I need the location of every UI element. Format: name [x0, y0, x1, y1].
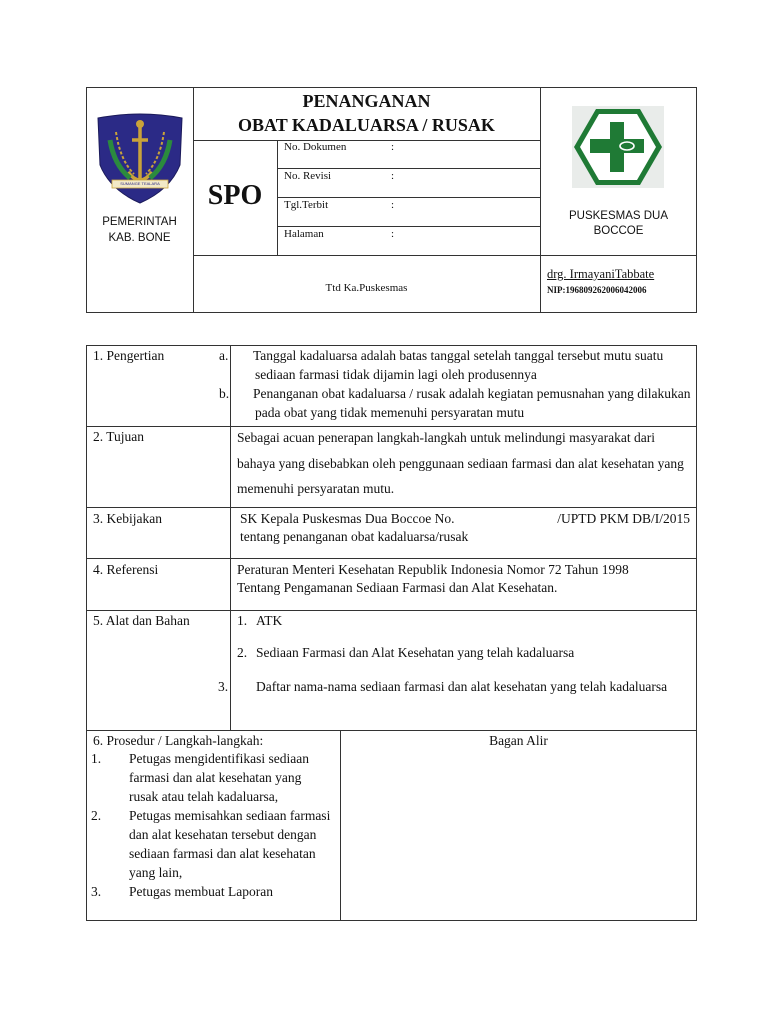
alat-bahan-item-1: 1. ATK	[237, 613, 283, 628]
kebijakan-line-2: tentang penanganan obat kadaluarsa/rusak	[240, 529, 469, 544]
prosedur-step-2: 2. Petugas memisahkan sediaan farmasi dan alat kesehatan tersebut dengan sediaan farmasi dan alat kesehatan yang lain,	[91, 808, 331, 880]
section-label-tujuan: 2. Tujuan	[93, 429, 145, 444]
referensi-line-1: Peraturan Menteri Kesehatan Republik Indonesia Nomor 72 Tahun 1998	[237, 562, 629, 577]
puskesmas-logo	[572, 106, 664, 188]
emblem-ribbon-text: SUMANGE TEALARA	[120, 181, 160, 186]
kebijakan-line-1: SK Kepala Puskesmas Dua Boccoe No. /UPTD PKM DB/I/2015	[240, 511, 690, 526]
field-tgl-terbit-sep: :	[391, 199, 395, 211]
field-halaman-sep: :	[391, 228, 395, 240]
field-no-revisi-sep: :	[391, 170, 395, 182]
section-label-kebijakan: 3. Kebijakan	[93, 511, 162, 526]
title-line-2: OBAT KADALUARSA / RUSAK	[238, 115, 495, 135]
prosedur-step-1: 1. Petugas mengidentifikasi sediaan farmasi dan alat kesehatan yang rusak atau telah kadaluarsa,	[91, 751, 309, 804]
bone-regency-emblem	[90, 110, 190, 205]
section-label-pengertian: 1. Pengertian	[93, 348, 165, 363]
pengertian-content	[219, 346, 692, 422]
document-title	[193, 89, 540, 137]
flow-header: Bagan Alir	[489, 733, 548, 748]
prosedur-step-3: 3. Petugas membuat Laporan	[91, 884, 273, 899]
title-line-1: PENANGANAN	[302, 91, 431, 111]
alat-bahan-item-3: 3. Daftar nama-nama sediaan farmasi dan alat kesehatan yang telah kadaluarsa	[218, 679, 668, 694]
section-label-referensi: 4. Referensi	[93, 562, 159, 577]
field-no-dokumen: No. Dokumen	[284, 141, 347, 153]
field-no-dokumen-sep: :	[391, 141, 395, 153]
spo-label: SPO	[207, 180, 263, 211]
field-no-revisi: No. Revisi	[284, 170, 332, 182]
field-tgl-terbit: Tgl.Terbit	[284, 199, 329, 211]
tujuan-content: Sebagai acuan penerapan langkah-langkah untuk melindungi masyarakat dari bahaya yang disebabkan oleh penggunaan sediaan farmasi dan alat kesehatan yang memenuhi persyaratan mutu.	[237, 430, 684, 496]
section-label-prosedur: 6. Prosedur / Langkah-langkah:	[93, 733, 264, 748]
section-label-alat-bahan: 5. Alat dan Bahan	[93, 613, 190, 628]
referensi-line-2: Tentang Pengamanan Sediaan Farmasi dan Alat Kesehatan.	[237, 580, 558, 595]
signer-name: drg. IrmayaniTabbate	[547, 267, 655, 281]
pengertian-item-a: a. Tanggal kadaluarsa adalah batas tanggal setelah tanggal tersebut mutu suatu sediaan farmasi tidak dijamin lagi oleh produsennya	[219, 348, 664, 382]
left-org-name: PEMERINTAH KAB. BONE	[102, 216, 177, 244]
signer-nip: NIP:196809262006042006	[547, 285, 647, 295]
prosedur-steps	[91, 749, 332, 901]
right-org-name: PUSKESMAS DUA BOCCOE	[568, 210, 669, 237]
pengertian-item-b: b. Penanganan obat kadaluarsa / rusak adalah kegiatan pemusnahan yang dilakukan pada obat yang tidak memenuhi persyaratan mutu	[219, 386, 691, 420]
signature-label: Ttd Ka.Puskesmas	[325, 282, 408, 294]
alat-bahan-item-2: 2. Sediaan Farmasi dan Alat Kesehatan yang telah kadaluarsa	[237, 645, 575, 660]
field-halaman: Halaman	[284, 228, 324, 240]
